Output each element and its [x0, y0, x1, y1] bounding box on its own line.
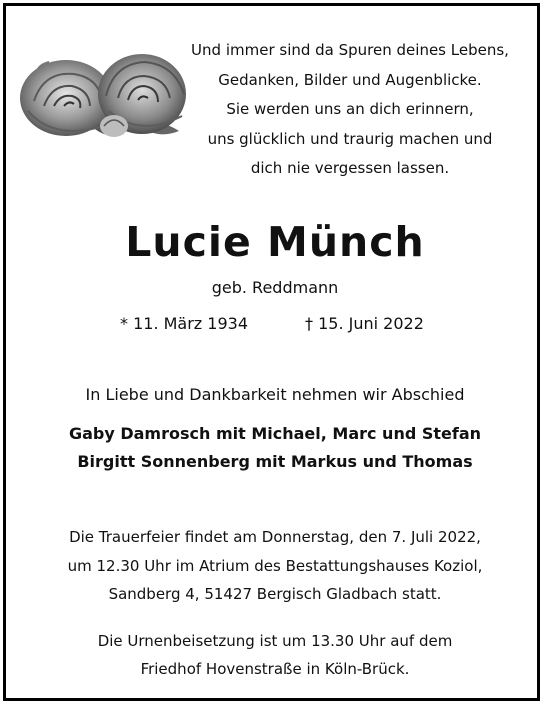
- ceremony-line: Die Trauerfeier findet am Donnerstag, den 7. Juli 2022,: [69, 528, 481, 546]
- deceased-name: Lucie Münch: [125, 218, 425, 266]
- urn-burial-info: [0, 627, 550, 683]
- urn-line: Friedhof Hovenstraße in Köln-Brück.: [140, 660, 410, 678]
- farewell-text: In Liebe und Dankbarkeit nehmen wir Abschied: [85, 385, 465, 404]
- urn-line: Die Urnenbeisetzung ist um 13.30 Uhr auf dem: [97, 632, 453, 650]
- poem-line: Gedanken, Bilder und Augenblicke.: [218, 70, 482, 89]
- poem-line: Und immer sind da Spuren deines Lebens,: [191, 41, 509, 59]
- death-date: † 15. Juni 2022: [305, 314, 424, 333]
- poem-line: Sie werden uns an dich erinnern,: [226, 100, 474, 118]
- poem-line: uns glücklich und traurig machen und: [207, 129, 493, 148]
- poem-line: dich nie vergessen lassen.: [250, 159, 450, 177]
- ceremony-line: um 12.30 Uhr im Atrium des Bestattungshauses Koziol,: [67, 556, 483, 575]
- roses-image: [14, 46, 192, 146]
- poem-verse: [185, 36, 515, 184]
- mourner-line: Gaby Damrosch mit Michael, Marc und Stefan: [68, 424, 482, 443]
- birth-date: * 11. März 1934: [120, 314, 249, 333]
- mourner-line: Birgitt Sonnenberg mit Markus und Thomas: [77, 452, 473, 471]
- funeral-ceremony-info: [0, 523, 550, 609]
- ceremony-line: Sandberg 4, 51427 Bergisch Gladbach statt.: [108, 585, 442, 603]
- mourners-list: [0, 420, 550, 476]
- birth-name: geb. Reddmann: [211, 278, 339, 297]
